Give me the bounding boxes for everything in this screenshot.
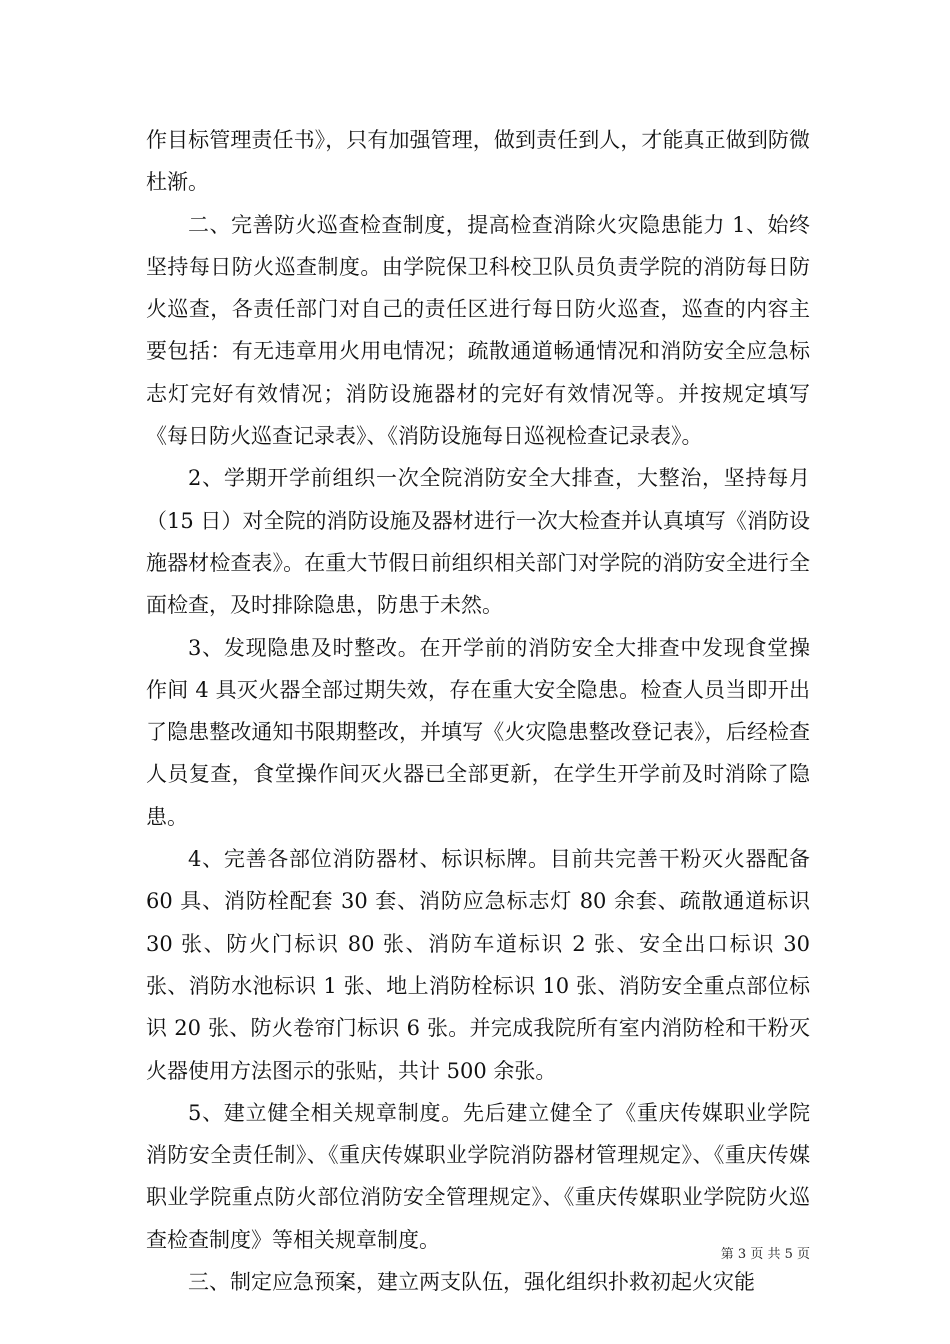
paragraph-item-4: 4、完善各部位消防器材、标识标牌。目前共完善干粉灭火器配备 60 具、消防栓配套 30 套、消防应急标志灯 80 余套、疏散通道标识 30 张、防火门标识 80 张、消防车道标识 2 张、安全出口标识 30 张、消防水池标识 1 张、地上消防栓标识 10 张、消防安全重点部位标识 20 张、防火卷帘门标识 6 张。并完成我院所有室内消防栓和干粉灭火器使用方法图示的张贴，共计 500 余张。 (146, 847, 810, 1083)
paragraph-item-3: 3、发现隐患及时整改。在开学前的消防安全大排查中发现食堂操作间 4 具灭火器全部过期失效，存在重大安全隐患。检查人员当即开出了隐患整改通知书限期整改，并填写《火灾隐患整改登记表》，后经检查人员复查，食堂操作间灭火器已全部更新，在学生开学前及时消除了隐患。 (146, 635, 810, 829)
page-number-footer: 第 3 页 共 5 页 (720, 1247, 810, 1262)
paragraph-continuation: 作目标管理责任书》，只有加强管理，做到责任到人，才能真正做到防微杜渐。 (146, 128, 810, 195)
document-body (146, 119, 810, 1303)
paragraph-item-5: 5、建立健全相关规章制度。先后建立健全了《重庆传媒职业学院消防安全责任制》、《重庆传媒职业学院消防器材管理规定》、《重庆传媒职业学院重点防火部位消防安全管理规定》、《重庆传媒职业学院防火巡查检查制度》等相关规章制度。 (146, 1100, 810, 1252)
paragraph-item-2: 2、学期开学前组织一次全院消防安全大排查，大整治，坚持每月（15 日）对全院的消防设施及器材进行一次大检查并认真填写《消防设施器材检查表》。在重大节假日前组织相关部门对学院的消防安全进行全面检查，及时排除隐患，防患于未然。 (146, 466, 810, 618)
paragraph-section-two: 二、完善防火巡查检查制度，提高检查消除火灾隐患能力 1、始终坚持每日防火巡查制度。由学院保卫科校卫队员负责学院的消防每日防火巡查，各责任部门对自己的责任区进行每日防火巡查，巡查的内容主要包括：有无违章用火用电情况；疏散通道畅通情况和消防安全应急标志灯完好有效情况；消防设施器材的完好有效情况等。并按规定填写《每日防火巡查记录表》、《消防设施每日巡视检查记录表》。 (146, 212, 810, 449)
paragraph-section-three: 三、制定应急预案，建立两支队伍，强化组织扑救初起火灾能 (188, 1270, 755, 1295)
